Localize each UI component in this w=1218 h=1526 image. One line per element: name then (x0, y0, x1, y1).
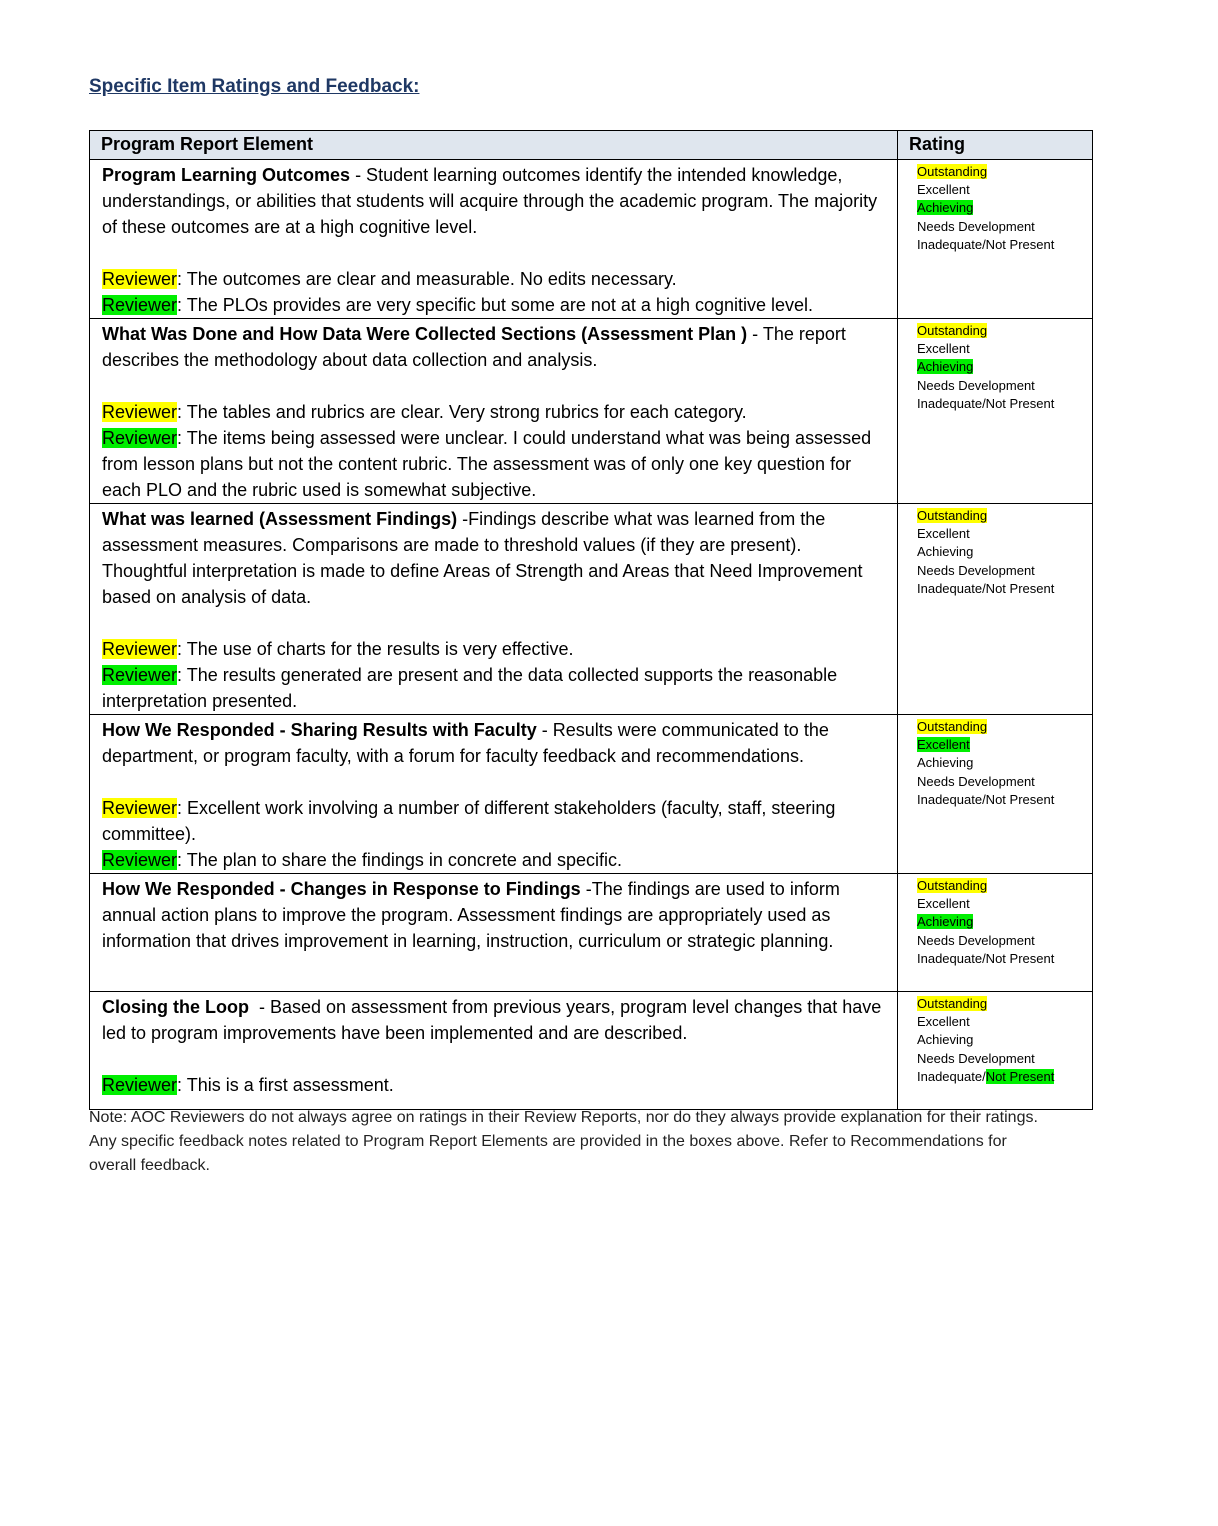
rating-needs-development: Needs Development (917, 377, 1035, 393)
review-line (102, 636, 886, 662)
rating-outstanding: Outstanding (917, 719, 988, 734)
element-description: -Findings describe what was learned from the assessment measures. Comparisons are made to threshold values (if they are present). Thoughtful interpretation is made to define Areas of Strength and Areas that Need Improvement based on analysis of data. (102, 509, 863, 607)
review-text: : The use of charts for the results is very effective. (177, 639, 574, 659)
element-name: What Was Done and How Data Were Collected Sections (Assessment Plan ) (102, 324, 748, 344)
review-text: : Excellent work involving a number of different stakeholders (faculty, staff, steering committee). (102, 798, 836, 844)
element-name: How We Responded - Sharing Results with Faculty (102, 720, 537, 740)
rating-outstanding: Outstanding (917, 878, 988, 893)
reviewer-label: Reviewer (102, 269, 178, 289)
reviewer-label: Reviewer (102, 1075, 178, 1095)
review-line (102, 847, 886, 873)
rating-outstanding: Outstanding (917, 323, 988, 338)
rating-inadequate: Inadequate/Not Present (917, 236, 1055, 252)
rating-outstanding: Outstanding (917, 996, 988, 1011)
review-line (102, 1072, 886, 1098)
table-row (90, 504, 1093, 715)
rating-outstanding: Outstanding (917, 164, 988, 179)
rating-inadequate: Inadequate/Not Present (917, 791, 1055, 807)
rating-not-present: Not Present (985, 1068, 1055, 1084)
ratings-table (89, 130, 1093, 1110)
rating-achieving: Achieving (917, 544, 974, 560)
rating-achieving: Achieving (917, 200, 974, 216)
review-line (102, 266, 886, 292)
rating-inadequate: Inadequate/Not Present (917, 950, 1055, 966)
rating-needs-development: Needs Development (917, 218, 1035, 234)
element-name: How We Responded - Changes in Response to Findings (102, 879, 581, 899)
rating-excellent: Excellent (917, 526, 970, 542)
element-cell (90, 874, 898, 992)
review-line (102, 399, 886, 425)
table-header-row (90, 131, 1093, 160)
table-row (90, 715, 1093, 874)
element-name: Closing the Loop (102, 997, 249, 1017)
element-description: - Student learning outcomes identify the intended knowledge, understandings, or abilities that students will acquire through the academic program. The majority of these outcomes are at a high cognitive level. (102, 165, 878, 237)
review-text: : The outcomes are clear and measurable. No edits necessary. (177, 269, 677, 289)
rating-needs-development: Needs Development (917, 773, 1035, 789)
rating-cell (898, 992, 1093, 1110)
reviewer-label: Reviewer (102, 639, 178, 659)
reviewer-label: Reviewer (102, 798, 178, 818)
review-line (102, 425, 886, 503)
reviewer-label: Reviewer (102, 665, 178, 685)
rating-needs-development: Needs Development (917, 562, 1035, 578)
rating-cell (898, 715, 1093, 874)
review-line (102, 795, 886, 847)
review-line (102, 662, 886, 714)
element-cell (90, 992, 898, 1110)
rating-cell (898, 504, 1093, 715)
rating-inadequate: Inadequate/Not Present (917, 395, 1055, 411)
review-text: : The items being assessed were unclear. I could understand what was being assessed from lesson plans but not the content rubric. The assessment was of only one key question for each PLO and the rubric used is somewhat subjective. (102, 428, 872, 500)
element-description: -The findings are used to inform annual action plans to improve the program. Assessment findings are appropriately used as information that drives improvement in learning, instruction, curriculum or strategic planning. (102, 879, 840, 951)
review-line (102, 292, 886, 318)
review-text: : This is a first assessment. (177, 1075, 394, 1095)
review-text: : The tables and rubrics are clear. Very strong rubrics for each category. (177, 402, 747, 422)
element-cell (90, 160, 898, 319)
rating-achieving: Achieving (917, 359, 974, 375)
element-description: - Results were communicated to the department, or program faculty, with a forum for faculty feedback and recommendations. (102, 720, 829, 766)
rating-inadequate-prefix: Inadequate/ (917, 1068, 986, 1084)
reviewer-label: Reviewer (102, 850, 178, 870)
rating-excellent: Excellent (917, 1014, 970, 1030)
rating-excellent: Excellent (917, 896, 970, 912)
element-name: What was learned (Assessment Findings) (102, 509, 458, 529)
rating-achieving: Achieving (917, 914, 974, 930)
rating-cell (898, 874, 1093, 992)
rating-excellent: Excellent (917, 182, 970, 198)
element-cell (90, 504, 898, 715)
element-description: - Based on assessment from previous years, program level changes that have led to program improvements have been implemented and are described. (102, 997, 887, 1043)
reviewer-label: Reviewer (102, 295, 178, 315)
table-row (90, 874, 1093, 992)
element-name: Program Learning Outcomes (102, 165, 351, 185)
rating-needs-development: Needs Development (917, 932, 1035, 948)
header-element: Program Report Element (90, 131, 898, 160)
table-row (90, 319, 1093, 504)
element-cell (90, 715, 898, 874)
review-text: : The plan to share the findings in concrete and specific. (177, 850, 622, 870)
rating-inadequate: Inadequate/Not Present (917, 580, 1055, 596)
rating-cell (898, 160, 1093, 319)
element-description: - The report describes the methodology about data collection and analysis. (102, 324, 846, 370)
rating-cell (898, 319, 1093, 504)
header-rating: Rating (898, 131, 1093, 160)
rating-achieving: Achieving (917, 755, 974, 771)
rating-achieving: Achieving (917, 1032, 974, 1048)
table-row (90, 992, 1093, 1110)
element-cell (90, 319, 898, 504)
rating-needs-development: Needs Development (917, 1050, 1035, 1066)
reviewer-label: Reviewer (102, 402, 178, 422)
review-text: : The PLOs provides are very specific but some are not at a high cognitive level. (177, 295, 814, 315)
rating-excellent: Excellent (917, 341, 970, 357)
rating-excellent: Excellent (917, 737, 970, 753)
review-text: : The results generated are present and the data collected supports the reasonable interpretation presented. (102, 665, 838, 711)
footnote: Note: AOC Reviewers do not always agree on ratings in their Review Reports, nor do they always provide explanation for their ratings. Any specific feedback notes related to Program Report Elements are provided in the boxes above. Refer to Recommendations for overall feedback. (89, 1109, 1038, 1174)
rating-outstanding: Outstanding (917, 508, 988, 523)
reviewer-label: Reviewer (102, 428, 178, 448)
table-row (90, 160, 1093, 319)
section-title: Specific Item Ratings and Feedback: (89, 76, 420, 97)
